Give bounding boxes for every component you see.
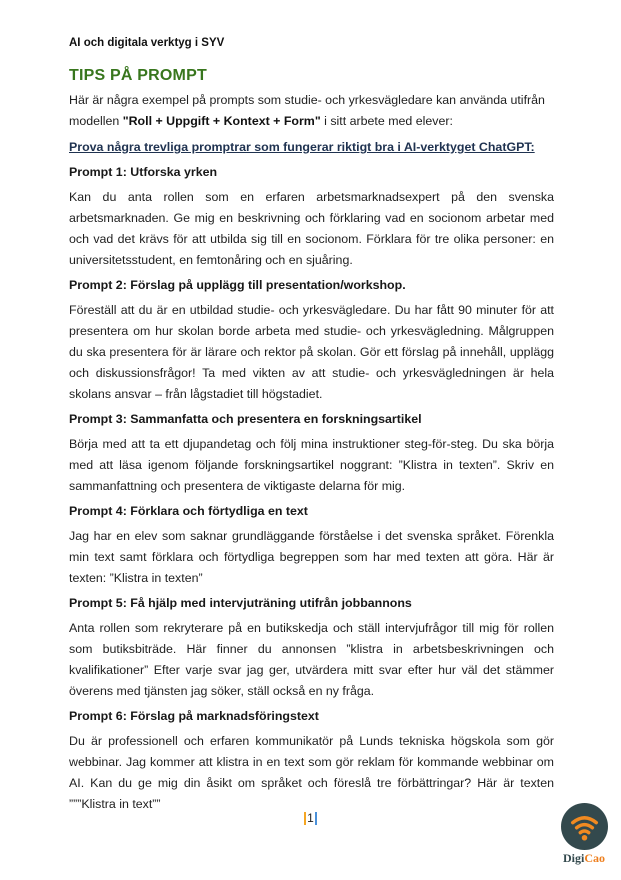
logo-wordmark bbox=[556, 851, 612, 865]
prompt-heading: Prompt 1: Utforska yrken bbox=[69, 165, 218, 179]
prompt-section-1 bbox=[69, 162, 554, 271]
prompt-body: Anta rollen som rekryterare på en butikskedja och ställ intervjufrågor till mig för rollen som butiksbiträde. Här finner du annonsen ”klistra in arbetsbeskrivningen och kvalifikationer” Efter varje svar jag ger, utvärdera mitt svar efter hur väl det stämmer överens med tjänsten jag söker, ställ också en ny fråga. bbox=[69, 621, 554, 698]
prompt-section-6 bbox=[69, 706, 554, 815]
prompt-section-3 bbox=[69, 409, 554, 497]
collab-caret-orange bbox=[304, 812, 306, 825]
prompt-heading: Prompt 3: Sammanfatta och presentera en forskningsartikel bbox=[69, 412, 422, 426]
logo-text-digi: Digi bbox=[562, 851, 585, 865]
intro-paragraph bbox=[69, 90, 554, 132]
prompt-section-4 bbox=[69, 501, 554, 589]
collab-caret-blue bbox=[315, 812, 317, 825]
wifi-icon bbox=[556, 803, 612, 850]
section-title: TIPS PÅ PROMPT bbox=[69, 67, 207, 84]
intro-model-name: "Roll + Uppgift + Kontext + Form" bbox=[122, 114, 321, 128]
prompt-heading: Prompt 6: Förslag på marknadsföringstext bbox=[69, 709, 319, 723]
prompts-subheading: Prova några trevliga promptrar som fungerar riktigt bra i AI-verktyget ChatGPT: bbox=[69, 140, 535, 154]
prompt-section-2 bbox=[69, 275, 554, 405]
page-number bbox=[0, 811, 621, 825]
prompt-body: Du är professionell och erfaren kommunikatör på Lunds tekniska högskola som gör webbinar. Jag kommer att klistra in en text som gör reklam för kommande webbinar om AI. Kan du ge mig din åsikt om språket och föreslå tre förbättringar? Här är texten ”””Klistra in text”” bbox=[69, 734, 554, 811]
prompt-body: Kan du anta rollen som en erfaren arbetsmarknadsexpert på den svenska arbetsmarknaden. Ge mig en beskrivning och förklaring vad en socionom arbetar med och vad det krävs för att utbilda sig till en socionom. Förklara för tre olika personer: en universitetsstudent, en femtonåring och en sjuåring. bbox=[69, 190, 554, 267]
digicao-logo bbox=[556, 803, 612, 865]
prompt-heading: Prompt 4: Förklara och förtydliga en text bbox=[69, 504, 308, 518]
page-number-value: 1 bbox=[307, 811, 314, 825]
logo-text-cao: Cao bbox=[584, 851, 605, 865]
prompt-section-5 bbox=[69, 593, 554, 702]
intro-text-pre: Här är några exempel på prompts som studie- och yrkesvägledare kan använda utifrån modellen bbox=[69, 93, 545, 128]
document-header-title: AI och digitala verktyg i SYV bbox=[69, 37, 225, 49]
intro-text-post: i sitt arbete med elever: bbox=[320, 114, 453, 128]
prompt-body: Jag har en elev som saknar grundläggande förståelse i det svenska språket. Förenkla min text samt förklara och förtydliga begreppen som har med texten att göra. Här är texten: ”Klistra in texten” bbox=[69, 529, 554, 585]
prompt-body: Börja med att ta ett djupandetag och följ mina instruktioner steg-för-steg. Du ska börja med att läsa igenom följande forskningsartikel noggrant: ”Klistra in texten”. Skriv en sammanfattning och presentera de viktigaste delarna för mig. bbox=[69, 437, 554, 493]
prompt-body: Föreställ att du är en utbildad studie- och yrkesvägledare. Du har fått 90 minuter för att presentera om hur skolan borde arbeta med studie- och yrkesvägledning. Målgruppen du ska presentera för är lärare och rektor på skolan. Gör ett förslag på innehåll, upplägg och diskussionsfrågor! Ta med vikten av att studie- och yrkesvägledningen är hela skolans ansvar – från lågstadiet till högstadiet. bbox=[69, 303, 554, 401]
prompt-heading: Prompt 2: Förslag på upplägg till presentation/workshop. bbox=[69, 278, 406, 292]
prompt-heading: Prompt 5: Få hjälp med intervjuträning utifrån jobbannons bbox=[69, 596, 412, 610]
